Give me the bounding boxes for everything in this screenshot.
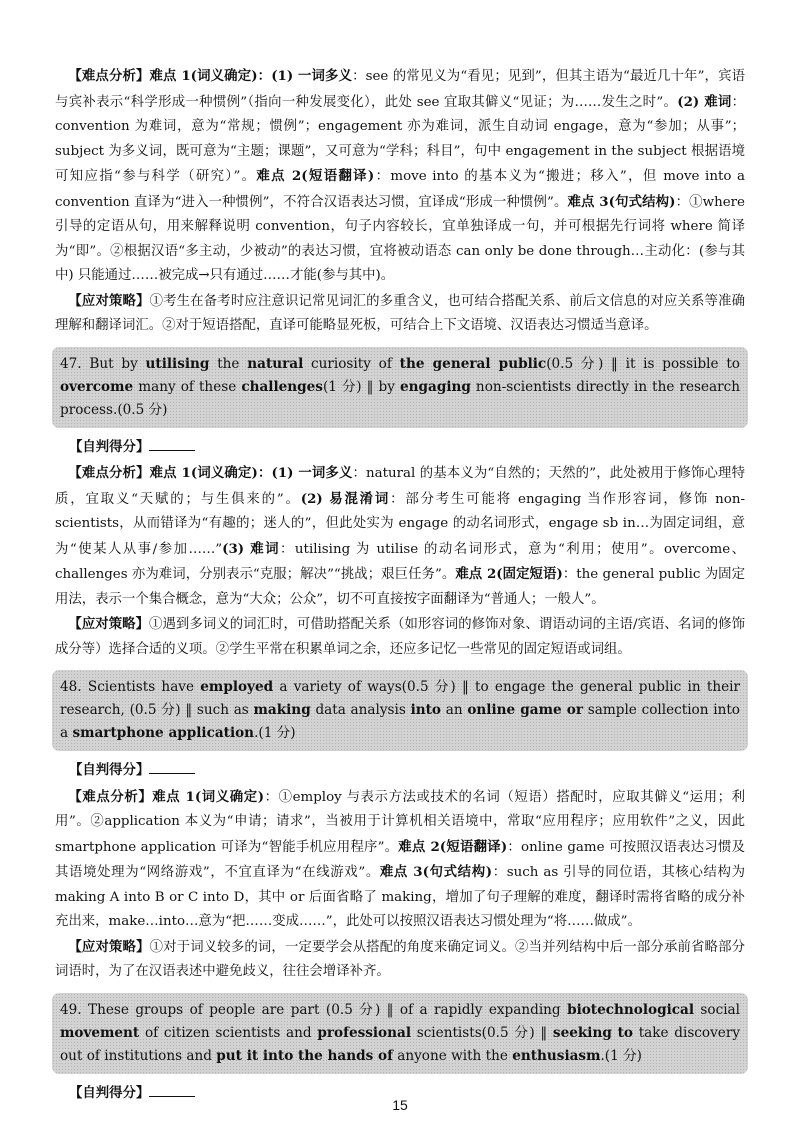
- bold-text-run: 【应对策略】: [68, 616, 150, 632]
- bold-text-run: to: [617, 1024, 633, 1041]
- bold-text-run: 难点 3(句式结构): [379, 864, 493, 880]
- self-score-label: 【自判得分】: [69, 438, 150, 455]
- bold-text-run: (3) 难词: [222, 540, 281, 557]
- self-score-label: 【自判得分】: [69, 762, 150, 778]
- bold-text-run: 难点 3(句式结构): [567, 193, 676, 210]
- text-run: social: [694, 1001, 740, 1018]
- question-49-box: [52, 993, 748, 1074]
- score-blank[interactable]: [149, 435, 195, 451]
- text-run: ：move into 的基本义为“搬进；移入”，但 move into a convention 直译为“进入一种惯例”，不符合汉语表达习惯，宜译成“形成一种惯例”。: [55, 169, 746, 210]
- text-run: sample collection into a: [60, 702, 740, 741]
- question-48-box: [52, 670, 748, 751]
- text-run: .(1 分): [254, 725, 296, 741]
- text-run: ：such as 引导的同位语，其核心结构为 making A into B or C into D，其中 or 后面省略了 making，增加了句子理解的难度，翻译时需将省略的成分补充出来，make…into…意为“把……变成……”，此处可以按照汉语表达习惯处理为“将……做成”。: [55, 865, 745, 929]
- text-run: ①对于词义较多的词，一定要学会从搭配的角度来确定词义。②当并列结构中后一部分承前省略部分词语时，为了在汉语表述中避免歧义，往往会增译补齐。: [55, 939, 746, 979]
- text-run: ①遇到多词义的词汇时，可借助搭配关系（如形容词的修饰对象、谓语动词的主语/宾语、名词的修饰成分等）选择合适的义项。②学生平常在积累单词之余，还应多记忆一些常见的固定短语或词组。: [55, 617, 745, 657]
- strategy-paragraph: [55, 289, 745, 339]
- text-run: ：utilising 为 utilise 的动名词形式，意为“利用；使用”。overcome、challenges 亦为难词，分别表示“克服；解决”“挑战；艰巨任务”。: [55, 541, 746, 582]
- bold-text-run: into: [410, 702, 441, 718]
- bold-text-run: 【应对策略】: [68, 292, 150, 309]
- bold-text-run: put it into the hands of: [216, 1047, 393, 1064]
- text-run: the: [209, 355, 248, 372]
- bold-text-run: natural: [247, 355, 304, 372]
- text-run: data analysis: [310, 702, 411, 718]
- bold-text-run: employed: [200, 679, 274, 695]
- bold-text-run: smartphone application: [72, 725, 255, 741]
- text-run: non-scientists directly in the research process.(0.5 分): [60, 378, 741, 418]
- bold-text-run: 【难点分析】难点 1(词义确定)：(1) 一词多义: [68, 68, 353, 84]
- text-run: ：①where 引导的定语从句，用来解释说明 convention，句子内容较长，宜单独译成一句，并可根据先行词将 where 简译为“即”。②根据汉语“多主动，少被动”的表达习惯，宜将被动语态 can only be done through…主动化：(参与其中) 只能通过……被完成→只有通过……才能(参与其中)。: [55, 194, 745, 283]
- bold-text-run: online game or: [467, 702, 584, 718]
- text-run: 47. But by: [60, 355, 146, 372]
- text-run: ：部分考生可能将 engaging 当作形容词，修饰 non-scientists，从而错译为“有趣的；迷人的”，但此处实为 engage 的动名词形式，engage sb in…为固定词组，意为“使某人从事/参加……”: [55, 491, 745, 557]
- text-run: many of these: [133, 378, 242, 395]
- text-run: (0.5 分) ‖ it is possible to: [546, 355, 740, 372]
- self-score-48: [69, 758, 745, 783]
- text-run: 48. Scientists have: [60, 679, 201, 695]
- text-run: ：see 的常见义为“看见；见到”，但其主语为“最近几十年”，宾语与宾补表示“科学形成一种惯例”（指向一种发展变化），此处 see 宜取其僻义“见证；为……发生之时”。: [55, 69, 745, 110]
- text-run: ：convention 为难词，意为“常规；惯例”；engagement 亦为难词，派生自动词 engage，意为“参加；从事”；subject 为多义词，既可意为“主题；课题”，又可意为“学科；科目”，句中 engagement in the subject 根据语境可知应指“参与科学（研究）”。: [55, 94, 745, 184]
- bold-text-run: making: [253, 702, 311, 718]
- text-run: take discovery out of institutions and: [60, 1024, 740, 1064]
- page-content: [55, 64, 745, 1107]
- score-blank[interactable]: [149, 758, 195, 774]
- analysis-paragraph-47: [55, 461, 745, 612]
- text-run: an: [441, 702, 468, 718]
- bold-text-run: 难点 2(短语翻译): [256, 168, 375, 184]
- bold-text-run: biotechnological: [567, 1001, 694, 1018]
- bold-text-run: 难点 2(固定短语): [455, 566, 563, 582]
- bold-text-run: (2) 易混淆词: [300, 490, 391, 507]
- bold-text-run: utilising: [145, 355, 210, 372]
- bold-text-run: overcome: [60, 378, 134, 395]
- text-run: ：the general public 为固定用法，表示一个集合概念，意为“大众；公众”，切不可直接按字面翻译为“普通人；一般人”。: [55, 567, 746, 607]
- page-number: 15: [392, 1097, 408, 1113]
- bold-text-run: engaging: [399, 378, 471, 395]
- strategy-paragraph-48: [55, 935, 745, 985]
- text-run: (1 分) ‖ by: [322, 378, 400, 395]
- bold-text-run: (2) 难词: [677, 93, 732, 110]
- text-run: scientists(0.5 分) ‖: [410, 1024, 553, 1041]
- bold-text-run: professional: [317, 1024, 411, 1041]
- bold-text-run: the general public: [399, 355, 547, 372]
- text-run: .(1 分): [600, 1047, 642, 1064]
- self-score-label: 【自判得分】: [69, 1084, 150, 1101]
- text-run: anyone with the: [392, 1047, 513, 1064]
- bold-text-run: seeking: [552, 1024, 612, 1041]
- text-run: a variety of ways(0.5 分) ‖ to engage the general public in their research, (0.5 分) ‖ such as: [60, 679, 740, 718]
- bold-text-run: 【应对策略】: [68, 938, 150, 955]
- text-run: ：①employ 与表示方法或技术的名词（短语）搭配时，应取其僻义“运用；利用”。②application 本义为“申请；请求”，当被用于计算机相关语境中，常取“应用程序；应用软件”之义，因此 smartphone application 可译为“智能手机应用程序”。: [55, 789, 745, 855]
- analysis-paragraph-48: [55, 785, 745, 935]
- text-run: curiosity of: [303, 355, 400, 372]
- text-run: ①考生在备考时应注意识记常见词汇的多重含义，也可结合搭配关系、前后文信息的对应关系等准确理解和翻译词汇。②对于短语搭配，直译可能略显死板，可结合上下文语境、汉语表达习惯适当意译。: [55, 293, 746, 333]
- text-run: ：natural 的基本义为“自然的；天然的”，此处被用于修饰心理特质，宜取义“天赋的；与生俱来的”。: [55, 466, 745, 507]
- self-score-47: [69, 435, 745, 460]
- bold-text-run: challenges: [241, 378, 323, 395]
- bold-text-run: movement: [60, 1024, 140, 1041]
- strategy-paragraph-47: [55, 612, 745, 662]
- text-run: of citizen scientists and: [139, 1024, 318, 1041]
- bold-text-run: 难点 2(短语翻译): [398, 838, 508, 855]
- analysis-paragraph: [55, 64, 745, 289]
- text-run: ：online game 可按照汉语表达习惯及其语境处理为“网络游戏”，不宜直译为“在线游戏”。: [55, 839, 745, 880]
- bold-text-run: 【难点分析】难点 1(词义确定)：(1) 一词多义: [68, 465, 353, 481]
- text-run: 49. These groups of people are part (0.5 分) ‖ of a rapidly expanding: [60, 1001, 568, 1018]
- bold-text-run: 【难点分析】难点 1(词义确定): [68, 788, 265, 805]
- score-blank[interactable]: [149, 1081, 195, 1097]
- bold-text-run: enthusiasm: [512, 1047, 601, 1064]
- question-47-box: [52, 347, 748, 428]
